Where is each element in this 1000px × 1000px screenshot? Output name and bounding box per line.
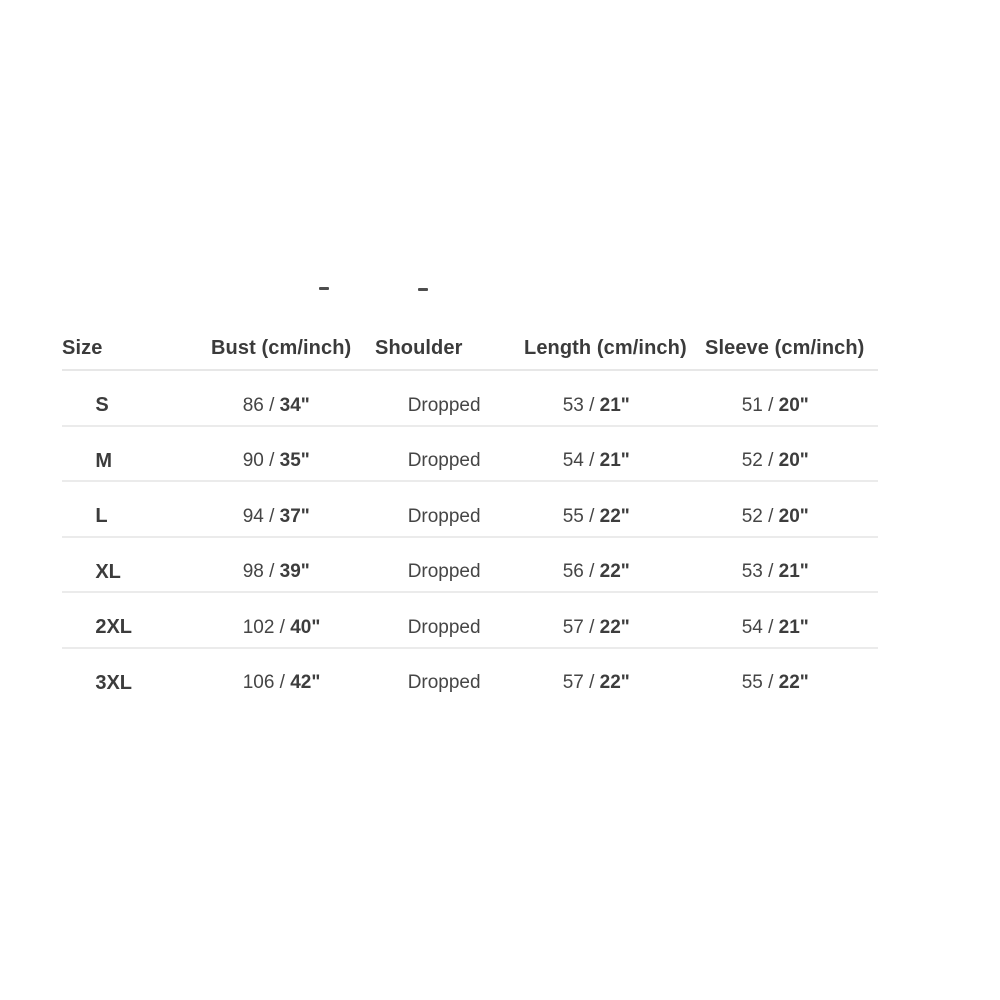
value-separator: / [583,672,600,693]
length-inch-value: 22" [599,505,630,527]
value-separator: / [583,394,600,416]
bust-inch-value: 34" [279,394,310,416]
length-inch-value: 22" [599,561,630,582]
table-row [62,482,878,538]
column-header-shoulder: Shoulder [375,336,463,359]
sleeve-cm-value: 52 [741,505,763,527]
size-chart-table [62,327,878,704]
value-separator: / [762,394,779,416]
sleeve-inch-value: 20" [778,450,809,471]
value-separator: / [583,561,600,582]
shoulder-value: Dropped [407,394,481,416]
table-row [62,593,878,649]
value-separator: / [762,505,779,527]
length-inch-value: 21" [599,450,630,471]
value-separator: / [274,616,291,638]
shoulder-cell [375,650,524,716]
size-label: 2XL [95,616,133,638]
table-row [62,538,878,594]
bust-inch-value: 35" [279,450,310,471]
table-row [62,371,878,427]
stray-mark-left [319,287,329,290]
bust-inch-value: 42" [290,672,321,693]
length-cm-value: 54 [562,450,584,471]
bust-cm-value: 98 [242,561,264,582]
length-cm-value: 53 [562,394,584,416]
size-label: M [95,449,113,472]
length-cm-value: 55 [562,505,584,527]
value-separator: / [263,450,280,471]
length-cm-value: 57 [562,616,584,638]
value-separator: / [274,672,291,693]
bust-cell [211,650,375,716]
value-separator: / [583,505,600,527]
length-inch-value: 21" [599,394,630,416]
column-header-size: Size [62,336,103,359]
bust-cm-value: 106 [242,672,275,693]
sleeve-inch-value: 20" [778,394,809,416]
sleeve-cm-value: 51 [741,394,763,416]
value-separator: / [263,394,280,416]
bust-inch-value: 37" [279,505,310,527]
shoulder-value: Dropped [407,450,481,471]
value-separator: / [762,672,779,693]
sleeve-inch-value: 22" [778,672,809,693]
shoulder-value: Dropped [407,616,481,638]
table-row [62,649,878,705]
value-separator: / [263,561,280,582]
sleeve-cm-value: 54 [741,616,763,638]
value-separator: / [762,616,779,638]
sleeve-inch-value: 21" [778,561,809,582]
column-header-bust: Bust (cm/inch) [211,336,352,359]
value-separator: / [583,450,600,471]
sleeve-inch-value: 21" [778,616,809,638]
length-inch-value: 22" [599,616,630,638]
size-label: XL [95,560,121,583]
column-header-sleeve: Sleeve (cm/inch) [705,336,865,359]
bust-cm-value: 86 [242,394,264,416]
sleeve-cm-value: 52 [741,450,763,471]
table-row [62,427,878,483]
size-label: L [95,505,108,527]
length-cm-value: 56 [562,561,584,582]
value-separator: / [583,616,600,638]
bust-inch-value: 40" [290,616,321,638]
shoulder-value: Dropped [407,672,481,693]
table-header-row [62,327,878,371]
length-cm-value: 57 [562,672,584,693]
size-label: S [95,394,109,416]
column-header-length: Length (cm/inch) [524,336,687,359]
bust-cm-value: 90 [242,450,264,471]
value-separator: / [263,505,280,527]
bust-inch-value: 39" [279,561,310,582]
length-cell [524,650,705,716]
bust-cm-value: 94 [242,505,264,527]
bust-cm-value: 102 [242,616,275,638]
value-separator: / [762,450,779,471]
sleeve-cell [705,650,878,716]
table-body [62,371,878,704]
sleeve-cm-value: 55 [741,672,763,693]
size-cell [62,649,211,718]
stray-mark-right [418,288,428,291]
sleeve-inch-value: 20" [778,505,809,527]
shoulder-value: Dropped [407,561,481,582]
length-inch-value: 22" [599,672,630,693]
sleeve-cm-value: 53 [741,561,763,582]
value-separator: / [762,561,779,582]
shoulder-value: Dropped [407,505,481,527]
size-label: 3XL [95,671,133,694]
